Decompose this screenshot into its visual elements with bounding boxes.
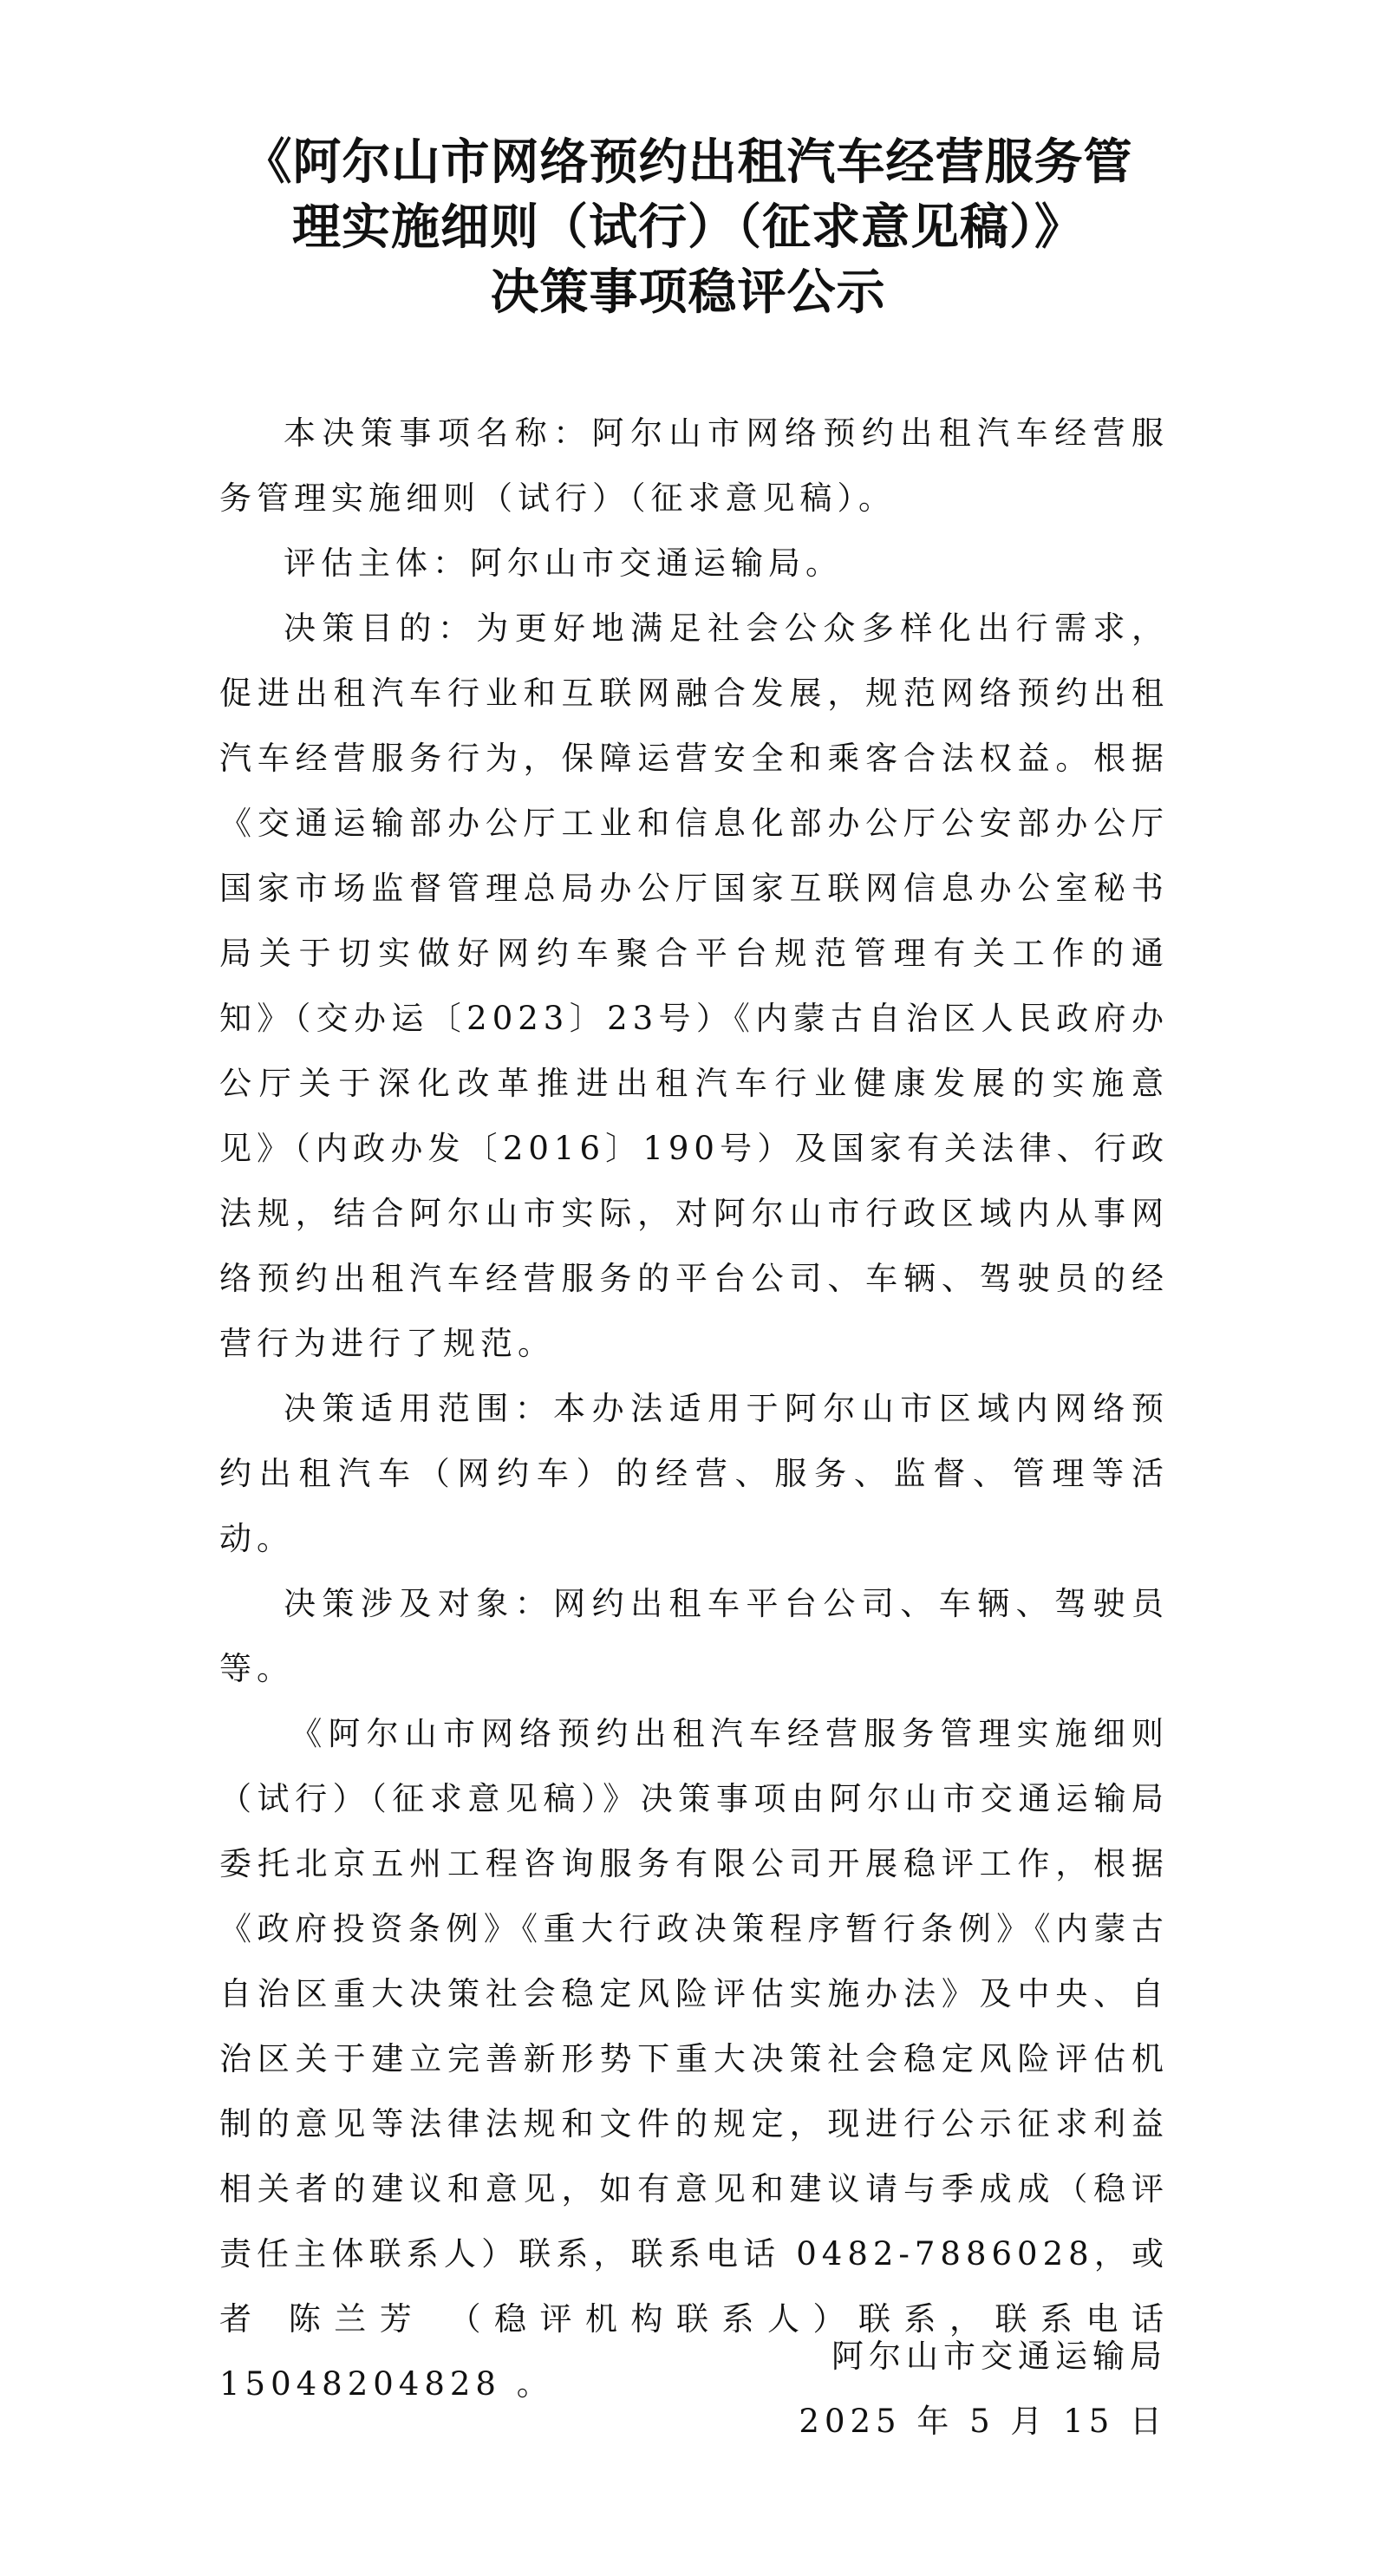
document-title [173, 130, 1203, 325]
paragraph-scope: 决策适用范围：本办法适用于阿尔山市区域内网络预约出租汽车（网约车）的经营、服务、监督、管理等活动。 [219, 1390, 1169, 1557]
document-body [219, 401, 1169, 2416]
paragraph-decision-purpose: 决策目的：为更好地满足社会公众多样化出行需求，促进出租汽车行业和互联网融合发展，规范网络预约出租汽车经营服务行为，保障运营安全和乘客合法权益。根据《交通运输部办公厅工业和信息化部办公厅公安部办公厅国家市场监督管理总局办公厅国家互联网信息办公室秘书局关于切实做好网约车聚合平台规范管理有关工作的通知》（交办运〔2023〕23号）《内蒙古自治区人民政府办公厅关于深化改革推进出租汽车行业健康发展的实施意见》（内政办发〔2016〕190号）及国家有关法律、行政法规，结合阿尔山市实际，对阿尔山市行政区域内从事网络预约出租汽车经营服务的平台公司、车辆、驾驶员的经营行为进行了规范。 [219, 610, 1169, 1362]
paragraph-affected-parties: 决策涉及对象：网约出租车平台公司、车辆、驾驶员等。 [219, 1585, 1169, 1687]
title-line-2: 理实施细则（试行）（征求意见稿）》 [292, 199, 1084, 256]
title-line-3: 决策事项稳评公示 [490, 264, 886, 321]
signature-date: 2025 年 5 月 15 日 [799, 2403, 1167, 2440]
paragraph-assessment-subject: 评估主体：阿尔山市交通运输局。 [284, 545, 843, 582]
signature-block [799, 2324, 1167, 2454]
paragraph-decision-name: 本决策事项名称：阿尔山市网络预约出租汽车经营服务管理实施细则（试行）（征求意见稿）。 [219, 414, 1169, 517]
paragraph-public-notice: 《阿尔山市网络预约出租汽车经营服务管理实施细则（试行）（征求意见稿）》决策事项由阿尔山市交通运输局委托北京五州工程咨询服务有限公司开展稳评工作，根据《政府投资条例》《重大行政决策程序暂行条例》《内蒙古自治区重大决策社会稳定风险评估实施办法》及中央、自治区关于建立完善新形势下重大决策社会稳定风险评估机制的意见等法律法规和文件的规定，现进行公示征求利益相关者的建议和意见，如有意见和建议请与季成成（稳评责任主体联系人）联系，联系电话 0482-7886028，或者 陈兰芳 （稳评机构联系人）联系，联系电话 15048204828 。 [219, 1715, 1169, 2403]
signature-organization: 阿尔山市交通运输局 [831, 2338, 1167, 2375]
title-line-1: 《阿尔山市网络预约出租汽车经营服务管 [243, 134, 1133, 191]
